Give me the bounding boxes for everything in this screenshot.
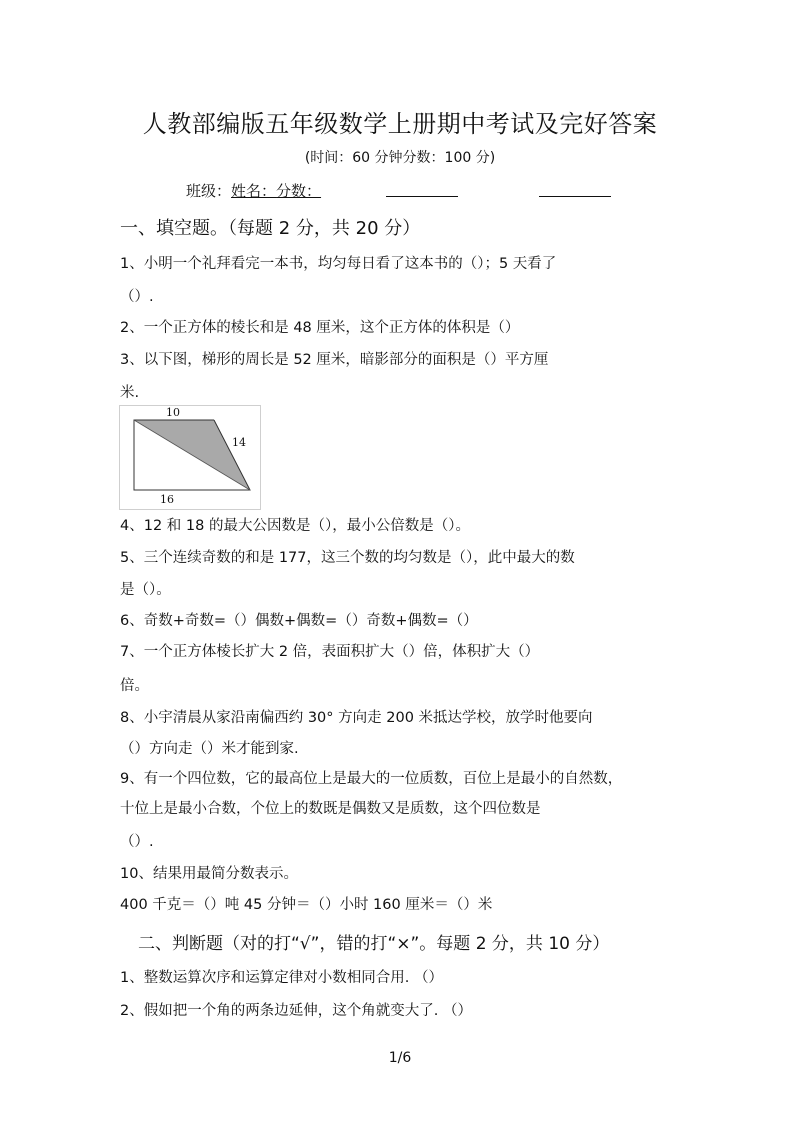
top-side-label: 10 bbox=[166, 406, 180, 419]
name-blank bbox=[386, 196, 458, 197]
question-7-line-1: 7、一个正方体棱长扩大 2 倍，表面积扩大（）倍，体积扩大（） bbox=[120, 644, 540, 660]
section-2-heading: 二、判断题（对的打“√”，错的打“×”。每题 2 分，共 10 分） bbox=[138, 934, 610, 954]
trapezoid-diagram bbox=[120, 406, 260, 509]
score-label: 分数： bbox=[276, 182, 322, 200]
question-2: 2、一个正方体的棱长和是 48 厘米，这个正方体的体积是（） bbox=[120, 320, 520, 336]
exam-subtitle: (时间：60 分钟分数：100 分) bbox=[304, 150, 496, 166]
question-9-line-3: （）. bbox=[120, 834, 154, 850]
question-7-line-2: 倍。 bbox=[120, 678, 149, 694]
page-number: 1/6 bbox=[388, 1050, 412, 1066]
class-label: 班级： bbox=[186, 182, 232, 200]
question-4: 4、12 和 18 的最大公因数是（），最小公倍数是（）。 bbox=[120, 518, 470, 534]
score-blank bbox=[539, 196, 611, 197]
question-9-line-1: 9、有一个四位数，它的最高位上是最大的一位质数，百位上是最小的自然数， bbox=[120, 771, 623, 787]
question-10-line-2: 400 千克＝（）吨 45 分钟＝（）小时 160 厘米＝（）米 bbox=[120, 897, 493, 913]
question-1-line-1: 1、小明一个礼拜看完一本书，均匀每日看了这本书的（）；5 天看了 bbox=[120, 256, 557, 272]
question-6: 6、奇数+奇数=（）偶数+偶数=（）奇数+偶数=（） bbox=[120, 613, 478, 629]
slant-side-label: 14 bbox=[232, 436, 246, 449]
bottom-side-label: 16 bbox=[160, 493, 174, 506]
trapezoid-figure bbox=[119, 405, 261, 510]
question-3-line-2: 米. bbox=[120, 385, 140, 401]
page-title: 人教部编版五年级数学上册期中考试及完好答案 bbox=[142, 110, 658, 138]
question-5-line-2: 是（）。 bbox=[120, 582, 171, 598]
question-8-line-2: （）方向走（）米才能到家. bbox=[120, 741, 299, 757]
question-10-line-1: 10、结果用最简分数表示。 bbox=[120, 866, 298, 882]
judgment-1: 1、整数运算次序和运算定律对小数相同合用. （） bbox=[120, 970, 443, 986]
question-1-line-2: （）. bbox=[120, 289, 154, 305]
name-label: 姓名： bbox=[231, 182, 277, 200]
judgment-2: 2、假如把一个角的两条边延伸，这个角就变大了. （） bbox=[120, 1003, 472, 1019]
question-5-line-1: 5、三个连续奇数的和是 177，这三个数的均匀数是（），此中最大的数 bbox=[120, 550, 575, 566]
student-info-line bbox=[186, 180, 321, 201]
section-1-heading: 一、填空题。（每题 2 分，共 20 分） bbox=[120, 218, 421, 239]
question-8-line-1: 8、小宇清晨从家沿南偏西约 30° 方向走 200 米抵达学校，放学时他要向 bbox=[120, 710, 593, 726]
question-3-line-1: 3、以下图，梯形的周长是 52 厘米，暗影部分的面积是（）平方厘 bbox=[120, 352, 549, 368]
question-9-line-2: 十位上是最小合数，个位上的数既是偶数又是质数，这个四位数是 bbox=[120, 801, 541, 817]
